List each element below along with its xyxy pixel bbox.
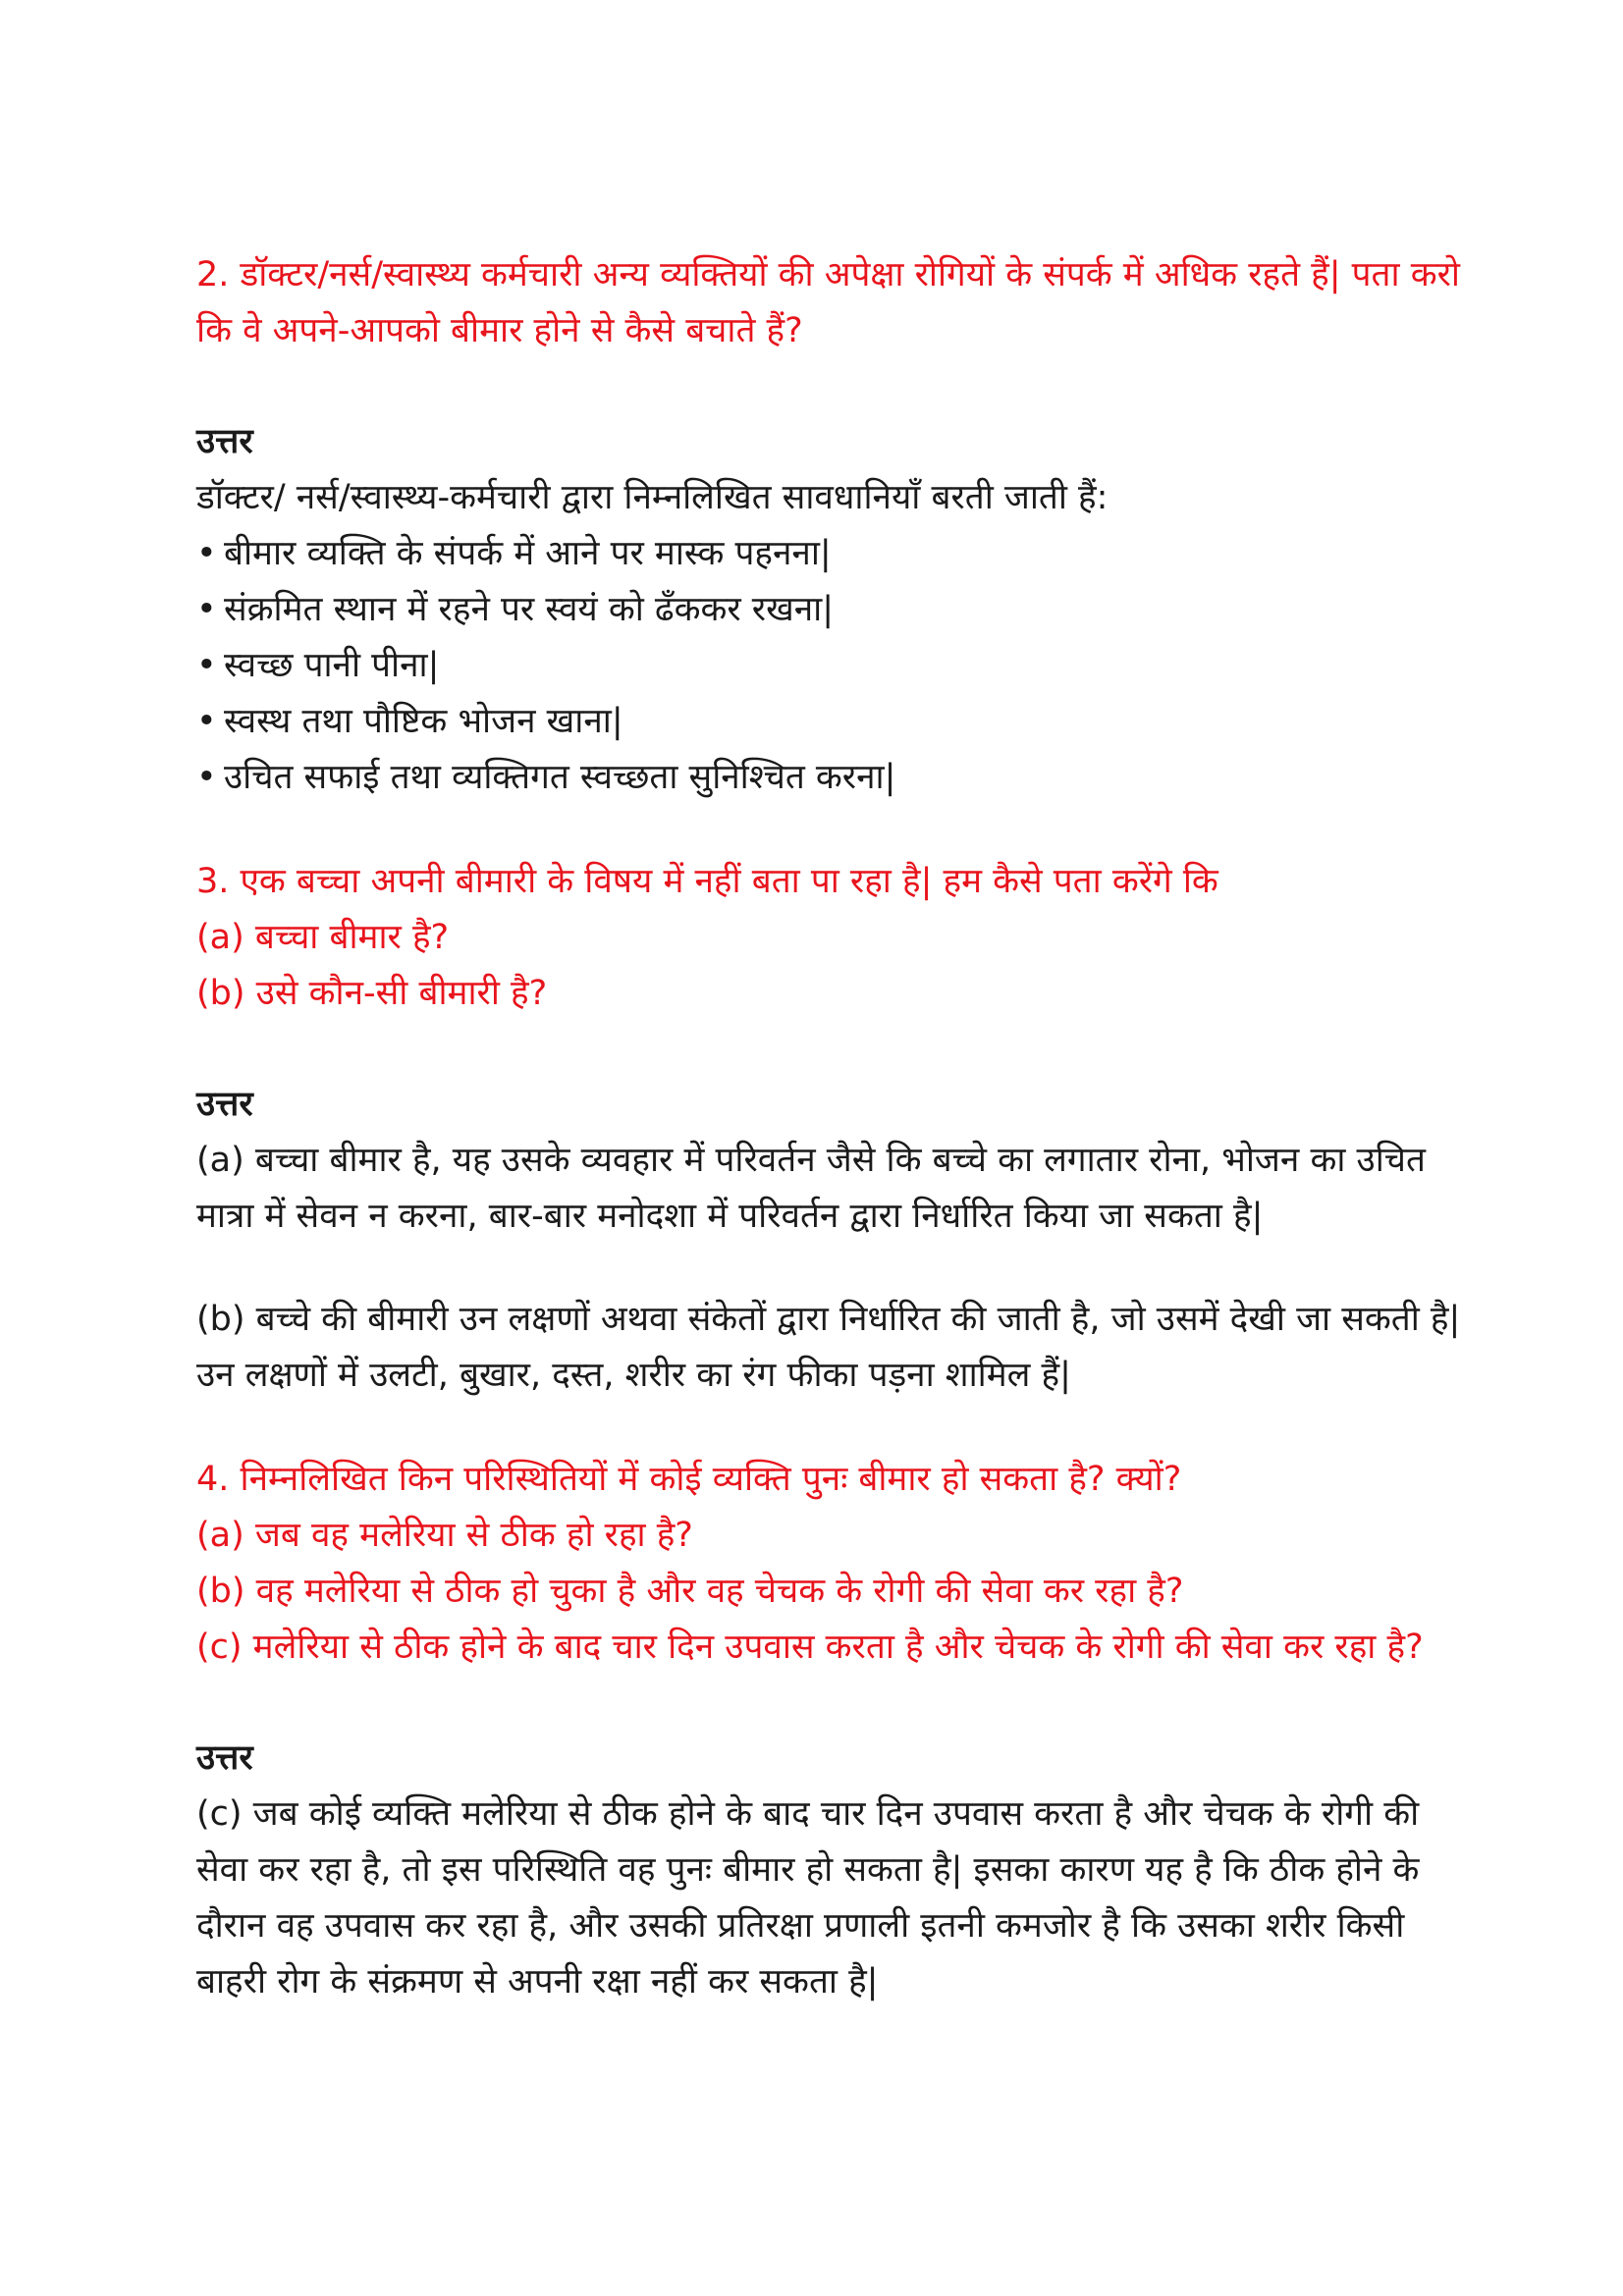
page-content <box>196 247 1463 2010</box>
list-item-text: उचित सफाई तथा व्यक्तिगत स्वच्छता सुनिश्चित करना| <box>224 758 896 797</box>
bullet-icon: • <box>196 646 217 685</box>
spacer <box>196 359 1463 414</box>
precautions-list <box>196 526 1463 806</box>
spacer <box>196 1676 1463 1731</box>
answer-heading-q2: उत्तर <box>196 422 253 461</box>
question-3-part-b: (b) उसे कौन-सी बीमारी है? <box>196 974 548 1013</box>
spacer <box>196 1404 1463 1452</box>
question-3-part-a: (a) बच्चा बीमार है? <box>196 918 450 957</box>
list-item <box>196 694 1463 750</box>
answer-intro-q2: डॉक्टर/ नर्स/स्वास्थ्य-कर्मचारी द्वारा निम्नलिखित सावधानियाँ बरती जाती हैं: <box>196 478 1109 517</box>
question-3 <box>196 854 1463 1022</box>
bullet-icon: • <box>196 534 217 573</box>
bullet-icon: • <box>196 702 217 741</box>
list-item-text: संक्रमित स्थान में रहने पर स्वयं को ढँककर रखना| <box>224 590 835 629</box>
list-item <box>196 638 1463 694</box>
bullet-icon: • <box>196 758 217 797</box>
bullet-icon: • <box>196 590 217 629</box>
list-item <box>196 750 1463 806</box>
list-item <box>196 526 1463 582</box>
question-4-part-a: (a) जब वह मलेरिया से ठीक हो रहा है? <box>196 1516 693 1555</box>
answer-heading-q4: उत्तर <box>196 1738 253 1778</box>
answer-q4-c: (c) जब कोई व्यक्ति मलेरिया से ठीक होने के बाद चार दिन उपवास करता है और चेचक के रोगी की सेवा कर रहा है, तो इस परिस्थिति वह पुनः बीमार हो सकता है| इसका कारण यह है कि ठीक होने के दौरान वह उपवास कर रहा है, और उसकी प्रतिरक्षा प्रणाली इतनी कमजोर है कि उसका शरीर किसी बाहरी रोग के संक्रमण से अपनी रक्षा नहीं कर सकता है| <box>196 1794 1420 2002</box>
question-4 <box>196 1452 1463 1676</box>
question-4-line: 4. निम्नलिखित किन परिस्थितियों में कोई व्यक्ति पुनः बीमार हो सकता है? क्यों? <box>196 1460 1182 1499</box>
spacer <box>196 1245 1463 1292</box>
list-item-text: स्वस्थ तथा पौष्टिक भोजन खाना| <box>224 702 623 741</box>
answer-q3-a: (a) बच्चा बीमार है, यह उसके व्यवहार में परिवर्तन जैसे कि बच्चे का लगातार रोना, भोजन का उचित मात्रा में सेवन न करना, बार-बार मनोदशा में परिवर्तन द्वारा निर्धारित किया जा सकता है| <box>196 1141 1426 1236</box>
list-item-text: स्वच्छ पानी पीना| <box>224 646 440 685</box>
answer-q3-b: (b) बच्चे की बीमारी उन लक्षणों अथवा संकेतों द्वारा निर्धारित की जाती है, जो उसमें देखी जा सकती है| उन लक्षणों में उलटी, बुखार, दस्त, शरीर का रंग फीका पड़ना शामिल हैं| <box>196 1300 1461 1395</box>
spacer <box>196 1022 1463 1077</box>
question-3-line: 3. एक बच्चा अपनी बीमारी के विषय में नहीं बता पा रहा है| हम कैसे पता करेंगे कि <box>196 862 1218 901</box>
question-4-part-c: (c) मलेरिया से ठीक होने के बाद चार दिन उपवास करता है और चेचक के रोगी की सेवा कर रहा है? <box>196 1628 1424 1667</box>
spacer <box>196 806 1463 854</box>
list-item <box>196 582 1463 638</box>
question-2: 2. डॉक्टर/नर्स/स्वास्थ्य कर्मचारी अन्य व्यक्तियों की अपेक्षा रोगियों के संपर्क में अधिक रहते हैं| पता करो कि वे अपने-आपको बीमार होने से कैसे बचाते हैं? <box>196 255 1460 350</box>
question-4-part-b: (b) वह मलेरिया से ठीक हो चुका है और वह चेचक के रोगी की सेवा कर रहा है? <box>196 1572 1184 1611</box>
answer-heading-q3: उत्तर <box>196 1085 253 1124</box>
list-item-text: बीमार व्यक्ति के संपर्क में आने पर मास्क पहनना| <box>224 534 832 573</box>
